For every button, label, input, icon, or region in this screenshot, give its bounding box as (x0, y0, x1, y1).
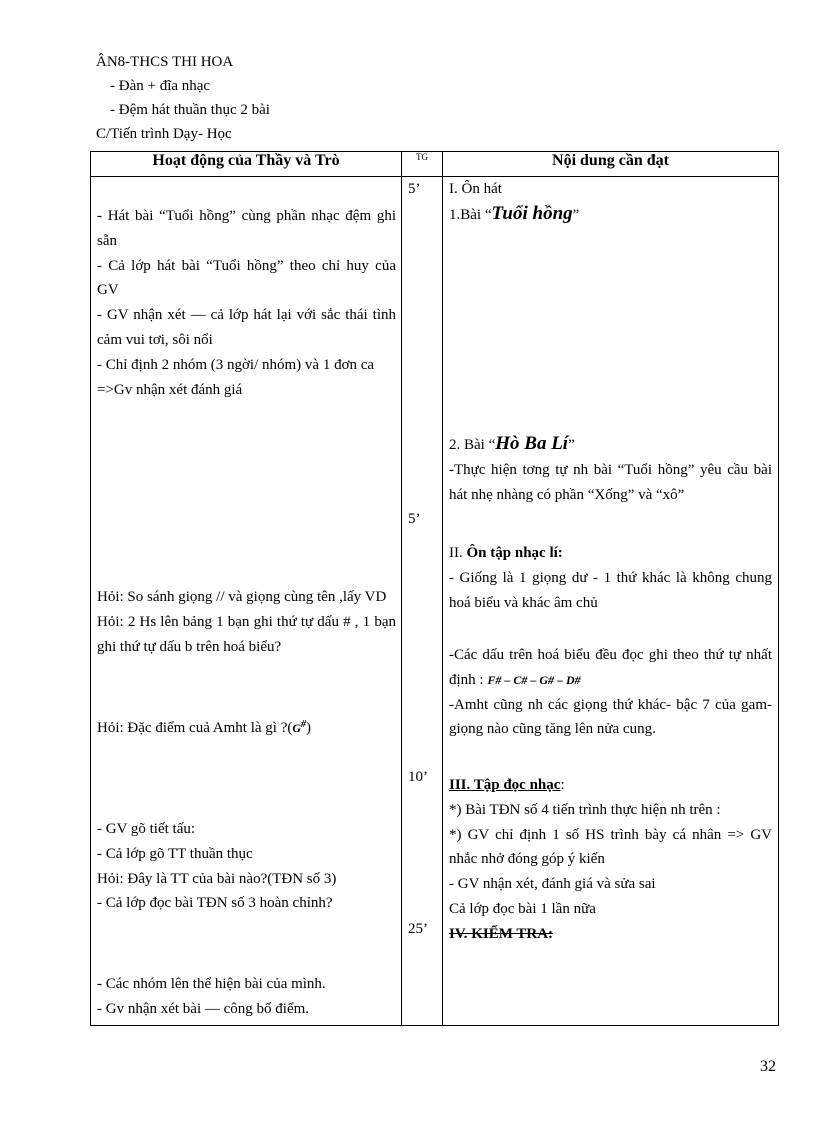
header-section: C/Tiến trình Dạy- Học (96, 126, 232, 142)
song-suffix: ” (572, 206, 580, 223)
sharp-sign: # (301, 719, 307, 730)
activity-block (97, 204, 396, 402)
content-block (449, 541, 772, 615)
content-block (449, 773, 772, 947)
time-value: 5’ (408, 181, 421, 197)
list-item: Hỏi: 2 Hs lên bảng 1 bạn ghi thứ tự dấu # , 1 bạn ghi thứ tự dấu b trên hoá biểu? (97, 613, 396, 655)
header-title: ÂN8-THCS THI HOA (96, 54, 234, 70)
content-cell (443, 177, 779, 1026)
activity-block (97, 585, 396, 659)
list-item: - Cả lớp hát bài “Tuổi hồng” theo chỉ huy của GV (97, 257, 396, 299)
list-item (449, 643, 772, 693)
sharps-formula: F# – C# – G# – D# (487, 672, 581, 687)
lesson-table (90, 151, 779, 1026)
song-line (449, 432, 772, 458)
header-item: - Đệm hát thuần thục 2 bài (110, 102, 270, 118)
list-item: =>Gv nhận xét đánh giá (97, 381, 243, 398)
list-item: - Chỉ định 2 nhóm (3 ngời/ nhóm) và 1 đơn ca (97, 356, 375, 373)
list-item: - Cả lớp gõ TT thuần thục (97, 845, 253, 862)
section-label: III. Tập đọc nhạc (449, 777, 561, 793)
section-colon: : (560, 777, 565, 793)
list-item: - Cả lớp đọc bài TĐN số 3 hoàn chỉnh? (97, 895, 333, 912)
sharps-text: -Các dấu trên hoá biểu đều đọc ghi theo thứ tự nhất định : (449, 647, 772, 688)
page-number: 32 (760, 1058, 776, 1075)
content-block (449, 177, 772, 228)
list-item: - Giống là 1 giọng dư - 1 thứ khác là không chung hoá biểu và khác âm chủ (449, 569, 772, 611)
list-item: *) GV chỉ định 1 số HS trình bày cá nhân => GV nhắc nhở đóng góp ý kiến (449, 826, 772, 868)
list-item: Cả lớp đọc bài 1 lần nữa (449, 900, 596, 917)
song-title: Tuổi hồng (491, 202, 573, 224)
content-block (449, 432, 772, 507)
list-item: Hỏi: So sánh giọng // và giọng cùng tên ,lấy VD (97, 589, 387, 605)
time-value: 25’ (408, 921, 428, 937)
header-item: - Đàn + đĩa nhạc (110, 78, 211, 94)
close-paren: ) (306, 720, 312, 736)
song-line (449, 202, 772, 228)
section-number: II. (449, 545, 467, 561)
activity-block (97, 972, 396, 1022)
list-item: -Amht cũng nh các giọng thứ khác- bậc 7 của gam- giọng nào cũng tăng lên nửa cung. (449, 696, 772, 738)
activity-block (97, 817, 396, 916)
section-title (449, 541, 772, 566)
section-title: I. Ôn hát (449, 181, 502, 197)
header-content: Nội dung cần đạt (443, 152, 779, 177)
section-label: Ôn tập nhạc lí: (466, 545, 563, 561)
question-text: Hỏi: Đặc điểm cuả Amht là gì ?( (97, 720, 293, 736)
header-activities: Hoạt động của Thầy và Trò (91, 152, 402, 177)
time-value: 10’ (408, 769, 428, 785)
time-value: 5’ (408, 511, 421, 527)
song-title: Hò Ba Lí (495, 433, 569, 454)
section-title: IV. KIỂM TRA: (449, 925, 554, 942)
song-suffix: ” (568, 437, 575, 453)
list-item: Hỏi: Đây là TT của bài nào?(TĐN số 3) (97, 870, 337, 887)
section-title (449, 773, 772, 798)
content-block (449, 643, 772, 742)
activities-cell (91, 177, 402, 1026)
page-header (96, 50, 270, 146)
list-item: *) Bài TĐN số 4 tiến trình thực hiện nh trên : (449, 801, 721, 818)
list-item: - Hát bài “Tuổi hồng” cùng phần nhạc đệm ghi sẵn (97, 208, 396, 249)
list-item: - GV nhận xét — cả lớp hát lại với sắc thái tình cảm vui tơi, sôi nổi (97, 307, 396, 348)
song-prefix: 2. Bài “ (449, 437, 496, 453)
list-item: -Thực hiện tơng tự nh bài “Tuổi hồng” yêu cầu bài hát nhẹ nhàng có phần “Xống” và “xô” (449, 461, 772, 503)
song-prefix: 1.Bài “ (449, 206, 492, 223)
list-item: - GV nhận xét, đánh giá và sửa sai (449, 876, 656, 893)
list-item: - Gv nhận xét bài — công bố điểm. (97, 1000, 310, 1017)
list-item: - Các nhóm lên thể hiện bài của mình. (97, 976, 326, 992)
time-cell (402, 177, 443, 1026)
note-letter: G (292, 721, 302, 735)
activity-block (97, 713, 396, 741)
header-time: TG (402, 152, 443, 177)
list-item: - GV gõ tiết tấu: (97, 821, 196, 837)
